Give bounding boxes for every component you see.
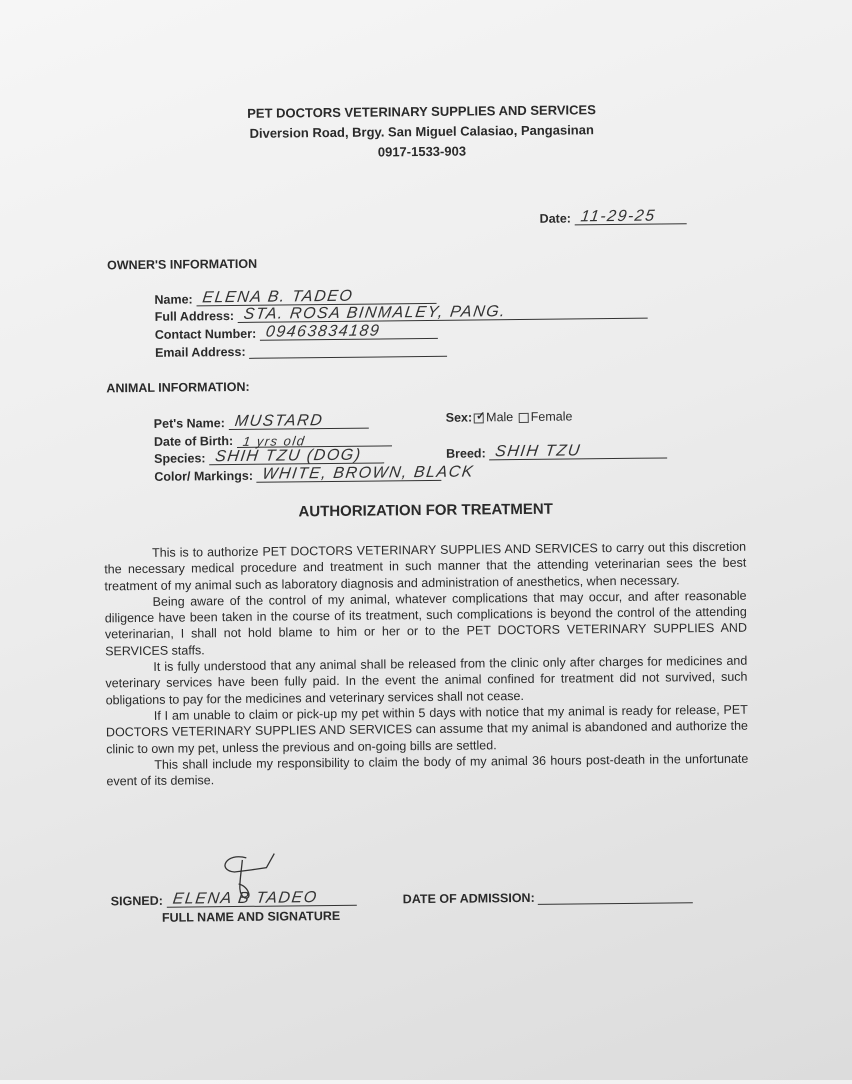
date-label: Date: [539, 211, 571, 226]
signature-scribble [206, 849, 287, 900]
female-label: Female [530, 409, 573, 424]
pet-breed: SHIH TZU [494, 442, 583, 461]
admission-field [403, 888, 694, 906]
admission-label: DATE OF ADMISSION: [402, 890, 535, 907]
contact-label: Contact Number: [154, 326, 257, 342]
owner-email-field [155, 342, 447, 360]
signature-caption: FULL NAME AND SIGNATURE [161, 908, 341, 925]
name-label: Name: [154, 292, 193, 307]
owner-address: STA. ROSA BINMALEY, PANG. [242, 303, 508, 323]
pet-color: WHITE, BROWN, BLACK [261, 463, 476, 483]
authorization-text [104, 539, 749, 790]
paragraph: This is to authorize PET DOCTORS VETERINARY SUPPLIES AND SERVICES to carry out this discretion the necessary medical procedure and treatment in such manner that the attending veterinarian sees the best treatment of my animal such as laboratory diagnosis and administration of anesthetics, when necessary. [104, 539, 747, 593]
clinic-name: PET DOCTORS VETERINARY SUPPLIES AND SERVICES [247, 102, 596, 121]
male-label: Male [486, 410, 514, 425]
paragraph: Being aware of the control of my animal, whatever complications that may occur, and after reasonable diligence have been taken in the course of its treatment, such complications is beyond the control of the attending veterinarian, I shall not hold blame to him or her or to the PET DOCTORS VETERINARY SUPPLIES AND SERVICES staffs. [104, 588, 748, 659]
female-checkbox [519, 413, 529, 423]
owner-contact-field [155, 324, 438, 342]
color-label: Color/ Markings: [154, 468, 254, 484]
owner-contact: 09463834189 [264, 322, 382, 341]
pet-dob: 1 yrs old [241, 433, 307, 449]
pet-name-field [154, 414, 369, 431]
breed-field [446, 443, 667, 460]
clinic-address: Diversion Road, Brgy. San Miguel Calasiao, Pangasinan [249, 122, 594, 141]
clinic-phone: 0917-1533-903 [377, 143, 467, 160]
signed-field [111, 891, 357, 909]
pet-species: SHIH TZU (DOG) [213, 446, 363, 466]
signed-name: ELENA B TADEO [171, 889, 319, 908]
authorization-title: AUTHORIZATION FOR TREATMENT [298, 500, 553, 521]
species-label: Species: [154, 451, 206, 466]
pet-name-label: Pet's Name: [153, 416, 225, 431]
sex-field [446, 409, 573, 424]
date-value: 11-29-25 [579, 207, 657, 226]
paragraph: This shall include my responsibility to claim the body of my animal 36 hours post-death in the unfortunate event of its demise. [106, 751, 749, 789]
date-field [540, 209, 687, 226]
owner-section-heading: OWNER'S INFORMATION [107, 256, 258, 273]
color-field [154, 463, 476, 484]
paragraph: If I am unable to claim or pick-up my pet within 5 days with notice that my animal is ready for release, PET DOCTORS VETERINARY SUPPLIES AND SERVICES can assume that my animal is abandoned and authorize the clinic to own my pet, unless the previous and on-going bills are settled. [105, 702, 749, 756]
dob-label: Date of Birth: [153, 434, 234, 449]
email-label: Email Address: [154, 344, 246, 360]
pet-name: MUSTARD [233, 412, 324, 431]
paragraph: It is fully understood that any animal shall be released from the clinic only after charges for medicines and veterinary services have been fully paid. In the event the animal confined for treatment did not survived, such obligations to pay for the medicines and veterinary services shall not cease. [105, 653, 748, 708]
signed-label: SIGNED: [110, 893, 163, 909]
breed-label: Breed: [446, 446, 486, 461]
species-field [154, 448, 384, 465]
male-checkbox-checked: ✓ [476, 410, 486, 423]
owner-name: ELENA B. TADEO [201, 287, 355, 307]
address-label: Full Address: [154, 308, 235, 324]
sex-label: Sex: [445, 410, 473, 425]
animal-section-heading: ANIMAL INFORMATION: [106, 379, 250, 396]
